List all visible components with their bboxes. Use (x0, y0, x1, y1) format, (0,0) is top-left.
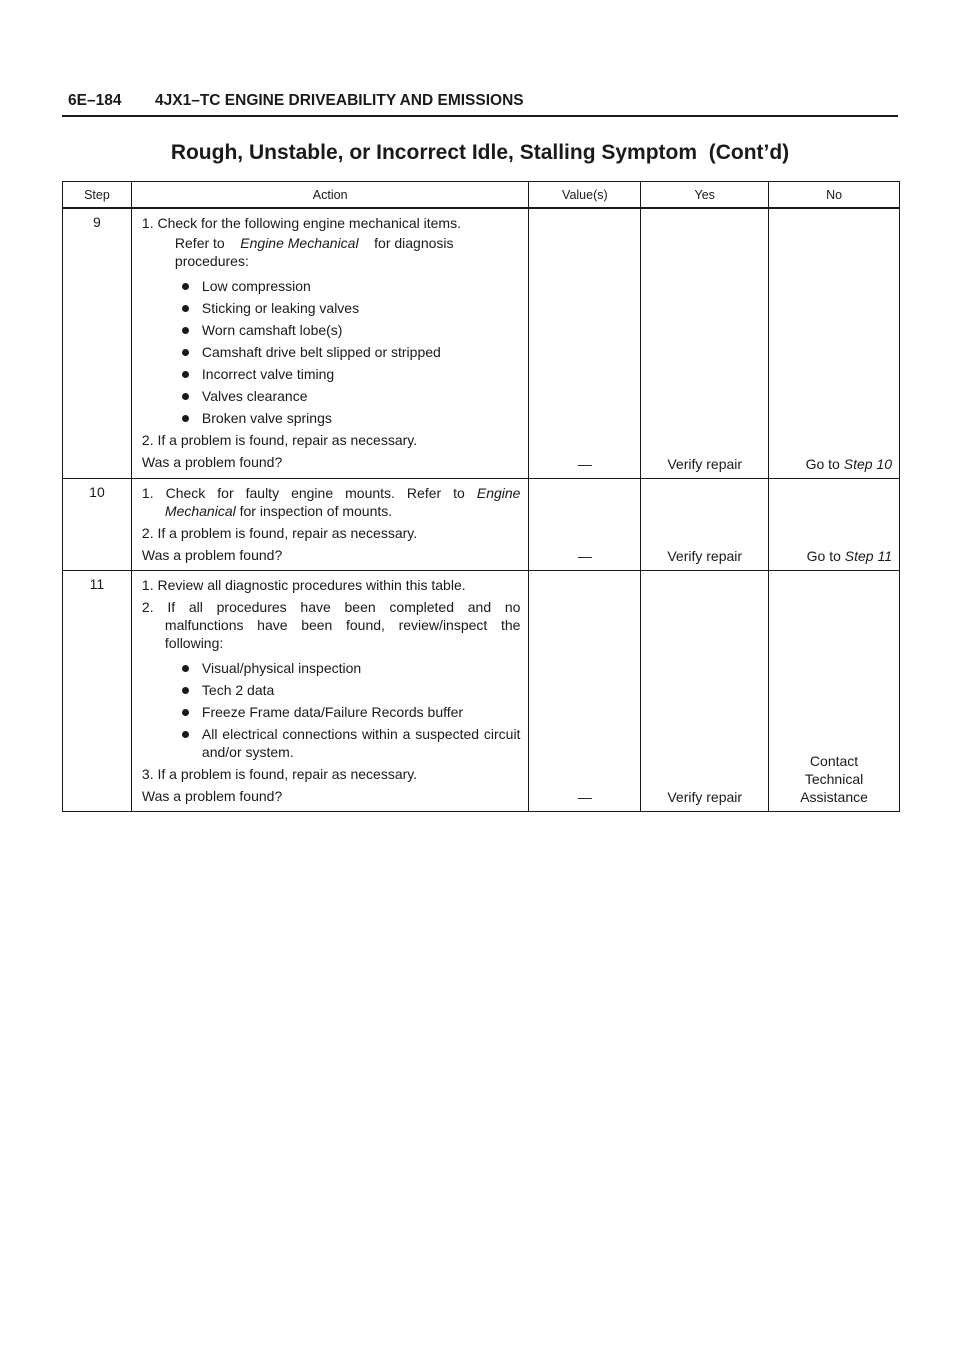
goto-step-link: Step 10 (843, 455, 892, 472)
bullet-item: Worn camshaft lobe(s) (142, 321, 521, 339)
reference-manual: Engine Mechanical (164, 484, 521, 519)
action-item: 2. If a problem is found, repair as necessary. (141, 524, 418, 541)
bullet-icon (182, 305, 189, 312)
page-title: Rough, Unstable, or Incorrect Idle, Stalling Symptom (Cont’d) (170, 141, 790, 164)
value-cell: — (529, 570, 641, 811)
column-header-action: Action (131, 182, 529, 209)
action-question: Was a problem found? (141, 787, 283, 804)
table-row (63, 570, 900, 811)
action-cell (131, 570, 529, 811)
no-cell (769, 570, 900, 811)
column-header-no: No (769, 182, 900, 209)
step-number: 9 (63, 208, 132, 478)
action-item: 2. If all procedures have been completed and no malfunctions have been found, review/inspect the following: (141, 598, 521, 651)
contact-line: Contact (809, 752, 859, 769)
contact-line: Technical (804, 770, 864, 787)
action-question: Was a problem found? (141, 454, 283, 470)
bullet-item: Valves clearance (142, 387, 521, 405)
bullet-icon (182, 709, 189, 716)
step-number: 10 (63, 478, 132, 570)
bullet-icon (182, 371, 189, 378)
bullet-icon (182, 349, 189, 356)
table-row (63, 478, 900, 570)
bullet-item: Broken valve springs (142, 409, 521, 427)
action-item: 1. Check for faulty engine mounts. Refer to Engine Mechanical for inspection of mounts. (141, 484, 521, 519)
action-cell (131, 478, 529, 570)
page-header: 4JX1–TC ENGINE DRIVEABILITY AND EMISSIONS (155, 92, 524, 109)
no-cell (769, 208, 900, 478)
yes-cell: Verify repair (641, 570, 769, 811)
reference-suffix-line2: procedures: (174, 253, 249, 269)
action-item: 2. If a problem is found, repair as necessary. (141, 432, 418, 448)
column-header-values: Value(s) (529, 182, 641, 209)
action-item: 1. Review all diagnostic procedures within this table. (141, 576, 466, 593)
action-question: Was a problem found? (141, 546, 283, 563)
bullet-icon (182, 393, 189, 400)
reference-suffix: for diagnosis (374, 235, 454, 251)
no-cell (769, 478, 900, 570)
reference-prefix: Refer to (174, 235, 225, 251)
yes-cell: Verify repair (641, 478, 769, 570)
reference-manual: Engine Mechanical (240, 235, 359, 251)
value-cell: — (529, 478, 641, 570)
contact-line: Assistance (800, 788, 868, 805)
goto-step-link: Step 11 (844, 547, 892, 564)
bullet-icon (182, 731, 189, 738)
bullet-icon (182, 283, 189, 290)
bullet-item: Low compression (142, 277, 521, 295)
bullet-icon (182, 415, 189, 422)
header-rule (62, 115, 898, 117)
action-item: 1. Check for the following engine mechanical items. (141, 215, 461, 231)
bullet-item: Freeze Frame data/Failure Records buffer (142, 703, 521, 721)
page-number: 6E–184 (68, 92, 122, 109)
bullet-item: All electrical connections within a suspected circuit and/or system. (142, 725, 521, 761)
action-item: 3. If a problem is found, repair as necessary. (141, 765, 418, 782)
action-reference (142, 234, 521, 270)
table-row (63, 208, 900, 478)
yes-cell: Verify repair (641, 208, 769, 478)
bullet-icon (182, 327, 189, 334)
bullet-item: Visual/physical inspection (142, 659, 521, 677)
column-header-step: Step (63, 182, 132, 209)
bullet-icon (182, 687, 189, 694)
action-cell (131, 208, 529, 478)
table-header-row (63, 182, 900, 209)
bullet-item: Sticking or leaking valves (142, 299, 521, 317)
goto-prefix: Go to (806, 547, 841, 564)
column-header-yes: Yes (641, 182, 769, 209)
value-cell: — (529, 208, 641, 478)
step-number: 11 (63, 570, 132, 811)
bullet-item: Camshaft drive belt slipped or stripped (142, 343, 521, 361)
bullet-item: Tech 2 data (142, 681, 521, 699)
bullet-item: Incorrect valve timing (142, 365, 521, 383)
bullet-icon (182, 665, 189, 672)
goto-prefix: Go to (805, 455, 840, 472)
diagnostic-table (62, 181, 900, 812)
